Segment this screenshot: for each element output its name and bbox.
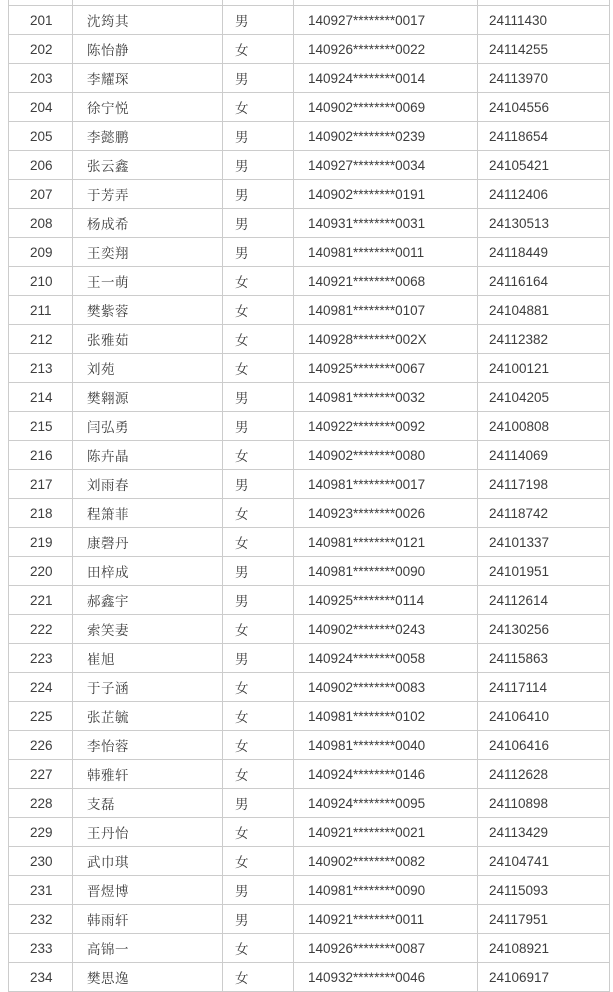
- gender-cell: 男: [222, 876, 293, 904]
- table-row: [8, 93, 610, 122]
- table-row: [8, 731, 610, 760]
- row-number-cell: 203: [8, 64, 72, 92]
- student-name-cell: 高锦一: [72, 934, 222, 962]
- exam-code-cell: 24118654: [477, 122, 610, 150]
- id-number-cell: 140927********0034: [293, 151, 477, 179]
- gender-cell: 男: [222, 383, 293, 411]
- row-number-cell: 227: [8, 760, 72, 788]
- row-number-cell: 210: [8, 267, 72, 295]
- table-row: [8, 296, 610, 325]
- exam-code-cell: 24112614: [477, 586, 610, 614]
- student-name-cell: 韩雨轩: [72, 905, 222, 933]
- student-name-cell: 张芷毓: [72, 702, 222, 730]
- id-number-cell: 140902********0239: [293, 122, 477, 150]
- sliver-cell: [8, 0, 72, 5]
- id-number-cell: 140924********0014: [293, 64, 477, 92]
- table-row: [8, 934, 610, 963]
- student-roster-table: [8, 0, 610, 992]
- gender-cell: 女: [222, 963, 293, 991]
- gender-cell: 女: [222, 441, 293, 469]
- id-number-cell: 140902********0191: [293, 180, 477, 208]
- id-number-cell: 140981********0107: [293, 296, 477, 324]
- gender-cell: 男: [222, 644, 293, 672]
- exam-code-cell: 24104741: [477, 847, 610, 875]
- exam-code-cell: 24104205: [477, 383, 610, 411]
- gender-cell: 女: [222, 934, 293, 962]
- student-name-cell: 支磊: [72, 789, 222, 817]
- id-number-cell: 140902********0082: [293, 847, 477, 875]
- student-name-cell: 樊紫蓉: [72, 296, 222, 324]
- table-row: [8, 963, 610, 992]
- gender-cell: 女: [222, 93, 293, 121]
- id-number-cell: 140981********0090: [293, 876, 477, 904]
- student-name-cell: 索笑妻: [72, 615, 222, 643]
- student-name-cell: 张雅茹: [72, 325, 222, 353]
- exam-code-cell: 24116164: [477, 267, 610, 295]
- exam-code-cell: 24104881: [477, 296, 610, 324]
- exam-code-cell: 24105421: [477, 151, 610, 179]
- exam-code-cell: 24117951: [477, 905, 610, 933]
- row-number-cell: 228: [8, 789, 72, 817]
- row-number-cell: 230: [8, 847, 72, 875]
- table-row: [8, 151, 610, 180]
- gender-cell: 男: [222, 470, 293, 498]
- row-number-cell: 226: [8, 731, 72, 759]
- student-name-cell: 康磬丹: [72, 528, 222, 556]
- gender-cell: 女: [222, 760, 293, 788]
- student-name-cell: 樊翱源: [72, 383, 222, 411]
- exam-code-cell: 24118742: [477, 499, 610, 527]
- gender-cell: 男: [222, 412, 293, 440]
- gender-cell: 女: [222, 296, 293, 324]
- table-row: [8, 267, 610, 296]
- gender-cell: 女: [222, 615, 293, 643]
- table-row: [8, 760, 610, 789]
- row-number-cell: 233: [8, 934, 72, 962]
- exam-code-cell: 24130513: [477, 209, 610, 237]
- exam-code-cell: 24108921: [477, 934, 610, 962]
- exam-code-cell: 24104556: [477, 93, 610, 121]
- id-number-cell: 140921********0011: [293, 905, 477, 933]
- table-row: [8, 673, 610, 702]
- table-row: [8, 905, 610, 934]
- gender-cell: 女: [222, 35, 293, 63]
- row-number-cell: 213: [8, 354, 72, 382]
- student-name-cell: 晋煜博: [72, 876, 222, 904]
- gender-cell: 女: [222, 267, 293, 295]
- sliver-cell: [293, 0, 477, 5]
- student-name-cell: 田梓成: [72, 557, 222, 585]
- row-number-cell: 217: [8, 470, 72, 498]
- gender-cell: 女: [222, 325, 293, 353]
- table-row: [8, 499, 610, 528]
- row-number-cell: 206: [8, 151, 72, 179]
- id-number-cell: 140981********0040: [293, 731, 477, 759]
- exam-code-cell: 24112628: [477, 760, 610, 788]
- row-number-cell: 215: [8, 412, 72, 440]
- student-name-cell: 郝鑫宇: [72, 586, 222, 614]
- row-number-cell: 219: [8, 528, 72, 556]
- id-number-cell: 140925********0067: [293, 354, 477, 382]
- row-number-cell: 220: [8, 557, 72, 585]
- table-row: [8, 383, 610, 412]
- student-name-cell: 韩雅轩: [72, 760, 222, 788]
- table-row: [8, 35, 610, 64]
- student-name-cell: 刘雨春: [72, 470, 222, 498]
- table-row: [8, 847, 610, 876]
- row-number-cell: 212: [8, 325, 72, 353]
- id-number-cell: 140981********0090: [293, 557, 477, 585]
- student-name-cell: 陈卉晶: [72, 441, 222, 469]
- exam-code-cell: 24114255: [477, 35, 610, 63]
- row-number-cell: 201: [8, 6, 72, 34]
- row-number-cell: 207: [8, 180, 72, 208]
- id-number-cell: 140902********0080: [293, 441, 477, 469]
- row-number-cell: 224: [8, 673, 72, 701]
- id-number-cell: 140924********0095: [293, 789, 477, 817]
- table-row: [8, 615, 610, 644]
- exam-code-cell: 24106416: [477, 731, 610, 759]
- gender-cell: 男: [222, 586, 293, 614]
- row-number-cell: 234: [8, 963, 72, 991]
- id-number-cell: 140921********0021: [293, 818, 477, 846]
- gender-cell: 男: [222, 557, 293, 585]
- row-number-cell: 204: [8, 93, 72, 121]
- gender-cell: 女: [222, 818, 293, 846]
- id-number-cell: 140902********0069: [293, 93, 477, 121]
- exam-code-cell: 24110898: [477, 789, 610, 817]
- student-name-cell: 于芳弄: [72, 180, 222, 208]
- exam-code-cell: 24130256: [477, 615, 610, 643]
- gender-cell: 女: [222, 528, 293, 556]
- student-name-cell: 王一萌: [72, 267, 222, 295]
- student-name-cell: 程箫菲: [72, 499, 222, 527]
- row-number-cell: 216: [8, 441, 72, 469]
- student-name-cell: 闫弘勇: [72, 412, 222, 440]
- gender-cell: 女: [222, 354, 293, 382]
- row-number-cell: 223: [8, 644, 72, 672]
- table-row: [8, 876, 610, 905]
- exam-code-cell: 24111430: [477, 6, 610, 34]
- id-number-cell: 140902********0243: [293, 615, 477, 643]
- id-number-cell: 140981********0102: [293, 702, 477, 730]
- row-number-cell: 225: [8, 702, 72, 730]
- table-row: [8, 644, 610, 673]
- exam-code-cell: 24113970: [477, 64, 610, 92]
- id-number-cell: 140981********0121: [293, 528, 477, 556]
- id-number-cell: 140925********0114: [293, 586, 477, 614]
- student-name-cell: 武巾琪: [72, 847, 222, 875]
- exam-code-cell: 24101951: [477, 557, 610, 585]
- table-row: [8, 557, 610, 586]
- row-number-cell: 205: [8, 122, 72, 150]
- id-number-cell: 140981********0011: [293, 238, 477, 266]
- id-number-cell: 140924********0058: [293, 644, 477, 672]
- row-number-cell: 229: [8, 818, 72, 846]
- student-name-cell: 樊思逸: [72, 963, 222, 991]
- sliver-cell: [72, 0, 222, 5]
- id-number-cell: 140923********0026: [293, 499, 477, 527]
- row-number-cell: 211: [8, 296, 72, 324]
- sliver-cell: [222, 0, 293, 5]
- table-row: [8, 818, 610, 847]
- student-name-cell: 崔旭: [72, 644, 222, 672]
- table-row: [8, 180, 610, 209]
- student-name-cell: 陈怡静: [72, 35, 222, 63]
- exam-code-cell: 24100121: [477, 354, 610, 382]
- row-number-cell: 202: [8, 35, 72, 63]
- row-number-cell: 221: [8, 586, 72, 614]
- table-row: [8, 6, 610, 35]
- id-number-cell: 140921********0068: [293, 267, 477, 295]
- table-row: [8, 470, 610, 499]
- gender-cell: 男: [222, 6, 293, 34]
- id-number-cell: 140981********0032: [293, 383, 477, 411]
- exam-code-cell: 24115863: [477, 644, 610, 672]
- exam-code-cell: 24113429: [477, 818, 610, 846]
- row-number-cell: 218: [8, 499, 72, 527]
- id-number-cell: 140931********0031: [293, 209, 477, 237]
- id-number-cell: 140926********0022: [293, 35, 477, 63]
- student-name-cell: 刘苑: [72, 354, 222, 382]
- id-number-cell: 140924********0146: [293, 760, 477, 788]
- student-name-cell: 王奕翔: [72, 238, 222, 266]
- exam-code-cell: 24117114: [477, 673, 610, 701]
- gender-cell: 男: [222, 238, 293, 266]
- table-row: [8, 354, 610, 383]
- id-number-cell: 140932********0046: [293, 963, 477, 991]
- exam-code-cell: 24118449: [477, 238, 610, 266]
- row-number-cell: 214: [8, 383, 72, 411]
- gender-cell: 男: [222, 64, 293, 92]
- student-name-cell: 于子涵: [72, 673, 222, 701]
- exam-code-cell: 24100808: [477, 412, 610, 440]
- student-name-cell: 沈筠其: [72, 6, 222, 34]
- gender-cell: 男: [222, 209, 293, 237]
- exam-code-cell: 24106917: [477, 963, 610, 991]
- table-row: [8, 64, 610, 93]
- table-row: [8, 209, 610, 238]
- table-row: [8, 789, 610, 818]
- table-row: [8, 528, 610, 557]
- row-number-cell: 222: [8, 615, 72, 643]
- row-number-cell: 232: [8, 905, 72, 933]
- id-number-cell: 140902********0083: [293, 673, 477, 701]
- student-name-cell: 李怡蓉: [72, 731, 222, 759]
- gender-cell: 女: [222, 847, 293, 875]
- id-number-cell: 140922********0092: [293, 412, 477, 440]
- exam-code-cell: 24114069: [477, 441, 610, 469]
- table-row: [8, 238, 610, 267]
- gender-cell: 男: [222, 789, 293, 817]
- exam-code-cell: 24101337: [477, 528, 610, 556]
- student-name-cell: 杨成希: [72, 209, 222, 237]
- exam-code-cell: 24115093: [477, 876, 610, 904]
- exam-code-cell: 24112382: [477, 325, 610, 353]
- exam-code-cell: 24112406: [477, 180, 610, 208]
- gender-cell: 女: [222, 731, 293, 759]
- row-number-cell: 231: [8, 876, 72, 904]
- student-name-cell: 李懿鹏: [72, 122, 222, 150]
- student-name-cell: 张云鑫: [72, 151, 222, 179]
- row-number-cell: 208: [8, 209, 72, 237]
- table-row: [8, 586, 610, 615]
- exam-code-cell: 24106410: [477, 702, 610, 730]
- id-number-cell: 140927********0017: [293, 6, 477, 34]
- table-row: [8, 122, 610, 151]
- table-row: [8, 441, 610, 470]
- table-row: [8, 325, 610, 354]
- student-name-cell: 李耀琛: [72, 64, 222, 92]
- gender-cell: 男: [222, 905, 293, 933]
- table-row: [8, 702, 610, 731]
- gender-cell: 男: [222, 151, 293, 179]
- gender-cell: 女: [222, 499, 293, 527]
- sliver-cell: [477, 0, 610, 5]
- gender-cell: 女: [222, 673, 293, 701]
- exam-code-cell: 24117198: [477, 470, 610, 498]
- id-number-cell: 140926********0087: [293, 934, 477, 962]
- gender-cell: 女: [222, 702, 293, 730]
- student-name-cell: 徐宁悦: [72, 93, 222, 121]
- table-body: [8, 6, 610, 992]
- table-row: [8, 412, 610, 441]
- gender-cell: 男: [222, 122, 293, 150]
- row-number-cell: 209: [8, 238, 72, 266]
- gender-cell: 男: [222, 180, 293, 208]
- id-number-cell: 140981********0017: [293, 470, 477, 498]
- student-name-cell: 王丹怡: [72, 818, 222, 846]
- id-number-cell: 140928********002X: [293, 325, 477, 353]
